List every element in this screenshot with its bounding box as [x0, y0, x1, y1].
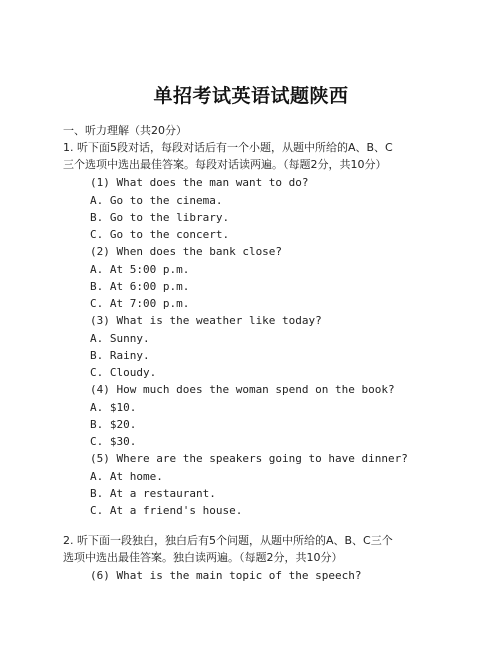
answer-option: A. Go to the cinema. [90, 194, 223, 207]
answer-option: B. Go to the library. [90, 211, 230, 224]
answer-option: A. At home. [90, 470, 163, 483]
answer-option: A. $10. [90, 401, 137, 414]
instruction-line: 1. 听下面5段对话，每段对话后有一个小题，从题中所给的A、B、C [63, 141, 393, 154]
answer-option: A. Sunny. [90, 332, 150, 345]
answer-option: B. At 6:00 p.m. [90, 280, 190, 293]
answer-option: B. Rainy. [90, 349, 150, 362]
answer-option: B. $20. [90, 418, 137, 431]
question-text: (6) What is the main topic of the speech? [90, 569, 362, 582]
instruction-line: 选项中选出最佳答案。独白读两遍。（每题2分，共10分） [63, 551, 343, 564]
answer-option: C. At a friend's house. [90, 504, 243, 517]
question-text: (4) How much does the woman spend on the book? [90, 383, 395, 396]
instruction-line: 三个选项中选出最佳答案。每段对话读两遍。（每题2分，共10分） [63, 158, 387, 171]
instruction-line: 2. 听下面一段独白，独白后有5个问题，从题中所给的A、B、C三个 [63, 534, 393, 547]
question-text: (2) When does the bank close? [90, 245, 283, 258]
question-text: (5) Where are the speakers going to have dinner? [90, 452, 408, 465]
section-heading: 一、听力理解（共20分） [63, 124, 187, 137]
question-text: (1) What does the man want to do? [90, 176, 309, 189]
answer-option: B. At a restaurant. [90, 487, 216, 500]
document-title: 单招考试英语试题陕西 [153, 85, 349, 107]
answer-option: C. At 7:00 p.m. [90, 297, 190, 310]
answer-option: A. At 5:00 p.m. [90, 263, 190, 276]
answer-option: C. $30. [90, 435, 137, 448]
answer-option: C. Cloudy. [90, 366, 157, 379]
answer-option: C. Go to the concert. [90, 228, 230, 241]
question-text: (3) What is the weather like today? [90, 314, 322, 327]
